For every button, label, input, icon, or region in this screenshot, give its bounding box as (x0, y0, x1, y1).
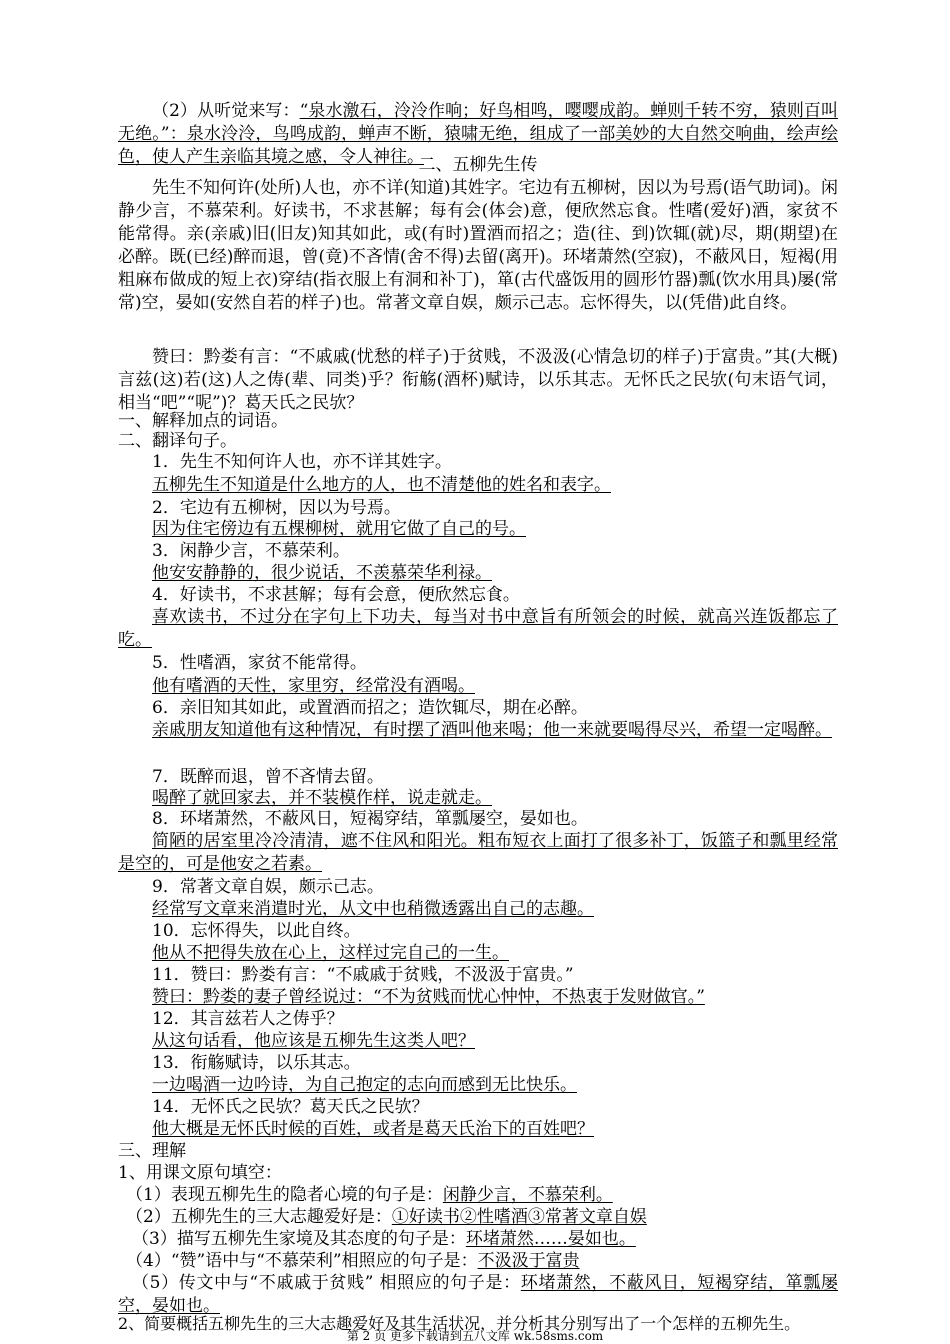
translation-a-10: 他从不把得失放在心上，这样过完自己的一生。 (152, 943, 509, 963)
translation-q-11: 11．赞曰：黔娄有言：“不戚戚于贫贱，不汲汲于富贵。” (152, 965, 574, 985)
translation-q-2: 2．宅边有五柳树，因以为号焉。 (152, 498, 401, 518)
translation-q-7: 7．既醉而退，曾不吝情去留。 (152, 767, 384, 787)
fill-heading: 1、用课文原句填空： (118, 1163, 282, 1183)
question-3-heading: 三、理解 (118, 1141, 186, 1161)
translation-a-2: 因为住宅傍边有五棵柳树，就用它做了自己的号。 (152, 519, 526, 539)
translation-a-6: 亲戚朋友知道他有这种情况，有时摆了酒叫他来喝；他一来就要喝得尽兴，希望一定喝醉。 (152, 720, 832, 740)
translation-a-3: 他安安静静的，很少说话，不羡慕荣华利禄。 (152, 563, 492, 583)
translation-q-9: 9．常著文章自娱，颇示己志。 (152, 877, 384, 897)
page-footer: 第 2 页 更多下载请到五八文库 wk.58sms.com (346, 1329, 604, 1343)
translation-q-4: 4．好读书，不求甚解；每有会意，便欣然忘食。 (152, 585, 520, 605)
translation-a-12: 从这句话看，他应该是五柳先生这类人吧？ (152, 1031, 475, 1051)
fill-item-5: （5）传文中与“不戚戚于贫贱” 相照应的句子是：环堵萧然，不蔽风日，短褐穿结，箪瓢屡空，晏如也。 (118, 1273, 838, 1316)
translation-q-12: 12．其言兹若人之俦乎？ (152, 1009, 344, 1029)
section-title: 二、五柳先生传 (418, 155, 538, 175)
translation-a-9: 经常写文章来消遣时光，从文中也稍微透露出自己的志趣。 (152, 899, 594, 919)
fill-item-1: （1）表现五柳先生的隐者心境的句子是：闲静少言，不慕荣利。 (126, 1185, 613, 1205)
translation-a-4: 喜欢读书，不过分在字句上下功夫，每当对书中意旨有所领会的时候，就高兴连饭都忘了吃。 (118, 607, 838, 650)
translation-a-5: 他有嗜酒的天性，家里穷，经常没有酒喝。 (152, 676, 475, 696)
translation-a-13: 一边喝酒一边吟诗，为自己抱定的志向而感到无比快乐。 (152, 1075, 577, 1095)
fill-item-4: （4）“赞”语中与“不慕荣利”相照应的句子是：不汲汲于富贵 (126, 1251, 580, 1271)
translation-a-7: 喝醉了就回家去，并不装模作样，说走就走。 (152, 788, 492, 808)
translation-a-14: 他大概是无怀氏时候的百姓，或者是葛天氏治下的百姓吧？ (152, 1119, 594, 1139)
translation-q-6: 6．亲旧知其如此，或置酒而招之；造饮辄尽，期在必醉。 (152, 698, 588, 718)
passage-paragraph-1: 先生不知何许(处所)人也，亦不详(知道)其姓字。宅边有五柳树，因以为号焉(语气助词)。闲静少言，不慕荣利。好读书，不求甚解；每有会(体会)意，便欣然忘食。性嗜(爱好)酒，家贫不能常得。亲(亲戚)旧(旧友)知其如此，或(有时)置酒而招之；造(往、到)饮辄(就)尽，期(期望)在必醉。既(已经)醉而退，曾(竟)不吝情(舍不得)去留(离开)。环堵萧然(空寂)，不蔽风日，短褐(用粗麻布做成的短上衣)穿结(指衣服上有洞和补丁)，箪(古代盛饭用的圆形竹器)瓢(饮水用具)屡(常常)空，晏如(安然自若的样子)也。常著文章自娱，颇示己志。忘怀得失，以(凭借)此自终。 (118, 178, 838, 313)
question-2-heading: 二、翻译句子。 (118, 431, 237, 451)
translation-q-13: 13．衔觞赋诗，以乐其志。 (152, 1053, 361, 1073)
translation-q-3: 3．闲静少言，不慕荣利。 (152, 541, 350, 561)
final-question: 2、简要概括五柳先生的三大志趣爱好及其生活状况，并分析其分别写出了一个怎样的五柳先生。 (118, 1314, 801, 1333)
translation-q-14: 14．无怀氏之民欤？葛天氏之民欤？ (152, 1097, 429, 1117)
fill-item-2: （2）五柳先生的三大志趣爱好是：①好读书②性嗜酒③常著文章自娱 (126, 1207, 647, 1227)
translation-a-1: 五柳先生不知道是什么地方的人，也不清楚他的姓名和表字。 (152, 475, 611, 495)
translation-a-8: 简陋的居室里冷冷清清，遮不住风和阳光。粗布短衣上面打了很多补丁，饭篮子和瓢里经常是空的，可是他安之若素。 (118, 831, 838, 874)
intro-lead: （2）从听觉来写： (152, 101, 300, 121)
question-1-heading: 一、解释加点的词语。 (118, 411, 288, 431)
translation-q-8: 8．环堵萧然，不蔽风日，短褐穿结，箪瓢屡空，晏如也。 (152, 809, 588, 829)
fill-item-3: （3）描写五柳先生家境及其态度的句子是：环堵萧然……晏如也。 (132, 1229, 636, 1249)
translation-a-11: 赞曰：黔娄的妻子曾经说过：“不为贫贱而忧心忡忡，不热衷于发财做官。” (152, 987, 705, 1007)
translation-q-10: 10．忘怀得失，以此自终。 (152, 921, 361, 941)
translation-q-1: 1．先生不知何许人也，亦不详其姓字。 (152, 452, 452, 472)
translation-q-5: 5．性嗜酒，家贫不能常得。 (152, 653, 367, 673)
intro-answer: “泉水激石，泠泠作响；好鸟相鸣，嘤嘤成韵。蝉则千转不穷，猿则百叫无绝。”：泉水泠泠，鸟鸣成韵，蝉声不断，猿啸无绝，组成了一部美妙的大自然交响曲，绘声绘色，使人产生亲临其境之感，令人神往。 (118, 101, 838, 167)
passage-paragraph-2: 赞曰：黔娄有言：“不戚戚(忧愁的样子)于贫贱，不汲汲(心情急切的样子)于富贵。”其(大概)言兹(这)若(这)人之俦(辈、同类)乎？衔觞(酒杯)赋诗，以乐其志。无怀氏之民欤(句末语气词，相当“吧”“呢”)？葛天氏之民欤？ (118, 347, 838, 413)
